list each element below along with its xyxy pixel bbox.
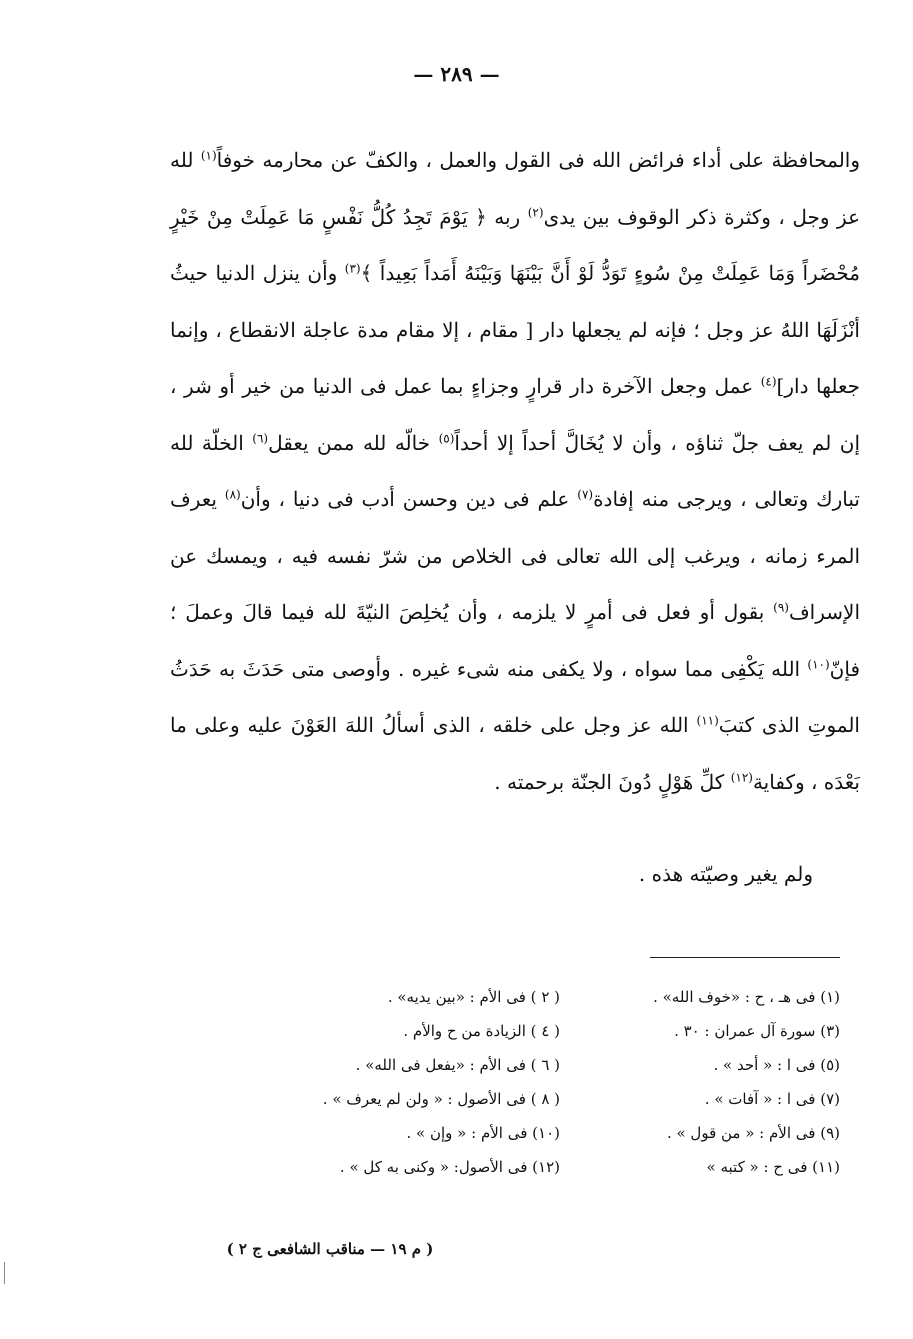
- footnote-item: ( ٨ ) فى الأصول : « ولن لم يعرف » .: [322, 1090, 560, 1108]
- footnote-marker: (٩): [773, 600, 789, 615]
- footnote-marker: (١٠): [807, 656, 830, 671]
- footnote-item: (٥) فى ا : « أحد » .: [713, 1056, 840, 1074]
- closing-line: ولم يغير وصيّته هذه .: [638, 862, 813, 886]
- footnote-marker: (٦): [252, 430, 269, 445]
- body-text-segment: عمل وجعل الآخرة دار قرارٍ وجزاءٍ بما عمل فى الدنيا من خير أو شر ، إن لم يعف جلّ ثناؤه ، وأن لا يُخَالَّ أحداً إلا أحداً: [170, 374, 860, 455]
- footnote-marker: (٣): [344, 261, 361, 276]
- footnote-marker: (٨): [224, 487, 241, 502]
- footnote-divider: [650, 957, 840, 958]
- body-text-segment: والمحافظة على أداء فرائض الله فى القول والعمل ، والكفّ عن محارمه خوفاً: [216, 148, 861, 172]
- body-text-segment: وأن ينزل الدنيا حيثُ أنْزَلَهَا اللهُ عز وجل ؛ فإنه لم يجعلها دار [ مقام ، إلا مقام مدة عاجلة الانقطاع ، وإنما جعلها دار]: [170, 261, 860, 398]
- scan-edge-mark: [4, 1262, 5, 1284]
- footnote-item: (١٠) فى الأم : « وإن » .: [406, 1124, 560, 1142]
- footnote-item: ( ٢ ) فى الأم : «بين يديه» .: [387, 988, 560, 1006]
- footnote-marker: (٥): [438, 430, 455, 445]
- footnote-marker: (١٢): [730, 769, 753, 784]
- body-text-segment: الله يَكْفِى مما سواه ، ولا يكفى منه شىء غيره . وأوصى متى حَدَثَ به حَدَثُ الموتِ الذى كتبَ: [170, 656, 860, 737]
- footnote-item: (٣) سورة آل عمران : ٣٠ .: [674, 1022, 840, 1040]
- body-text-segment: لله عز وجل ، وكثرة ذكر الوقوف بين يدى: [170, 148, 861, 229]
- body-paragraph: [170, 132, 860, 810]
- footnote-item: ( ٤ ) الزيادة من ح والأم .: [403, 1022, 560, 1040]
- footnote-marker: (١): [200, 148, 217, 163]
- body-text-segment: علم فى دين وحسن أدب فى دنيا ، وأن: [240, 487, 578, 511]
- footnote-marker: (٢): [527, 204, 544, 219]
- footnote-marker: (١١): [696, 713, 719, 728]
- body-text-segment: يعرف المرء زمانه ، ويرغب إلى الله تعالى فى الخلاص من شرّ نفسه فيه ، ويمسك عن الإسراف: [170, 487, 860, 624]
- signature-line: ( م ١٩ — مناقب الشافعى ج ٢ ): [226, 1240, 434, 1258]
- footnote-item: (١١) فى ح : « كتبه »: [706, 1158, 840, 1176]
- footnote-item: ( ٦ ) فى الأم : «يفعل فى الله» .: [355, 1056, 560, 1074]
- body-text-segment: كلِّ هَوْلٍ دُونَ الجنّة برحمته .: [494, 769, 731, 794]
- body-text-segment: الله عز وجل على خلقه ، الذى أسألُ اللهَ العَوْنَ عليه وعلى ما بَعْدَه ، وكفاية: [170, 713, 860, 794]
- footnote-item: (٧) فى ا : « آفات » .: [704, 1090, 840, 1108]
- body-text-segment: الخلّة لله تبارك وتعالى ، ويرجى منه إفادة: [170, 430, 860, 511]
- body-text-segment: بقول أو فعل فى أمرٍ لا يلزمه ، وأن يُخلِصَ النيّةَ لله فيما قالَ وعملَ ؛ فإنّ: [170, 600, 860, 681]
- footnote-item: (١) فى هـ ، ح : «خوف الله» .: [653, 988, 840, 1006]
- footnote-item: (١٢) فى الأصول: « وكنى به كل » .: [339, 1158, 560, 1176]
- footnote-marker: (٧): [577, 487, 594, 502]
- footnotes: [230, 982, 840, 1182]
- footnote-marker: (٤): [760, 374, 777, 389]
- body-text-segment: ربه ﴿ يَوْمَ تَجِدُ كُلُّ نَفْسٍ مَا عَمِلَتْ مِنْ خَيْرٍ مُحْضَراً وَمَا عَمِلَتْ مِنْ سُوءٍ تَوَدُّ لَوْ أَنَّ بَيْنَهَا وَبَيْنَهُ أَمَداً بَعِيداً ﴾: [170, 204, 860, 285]
- page-number: — ٢٨٩ —: [413, 62, 500, 86]
- body-text-segment: خالّه لله ممن يعقل: [268, 430, 439, 455]
- footnote-item: (٩) فى الأم : « من قول » .: [666, 1124, 840, 1142]
